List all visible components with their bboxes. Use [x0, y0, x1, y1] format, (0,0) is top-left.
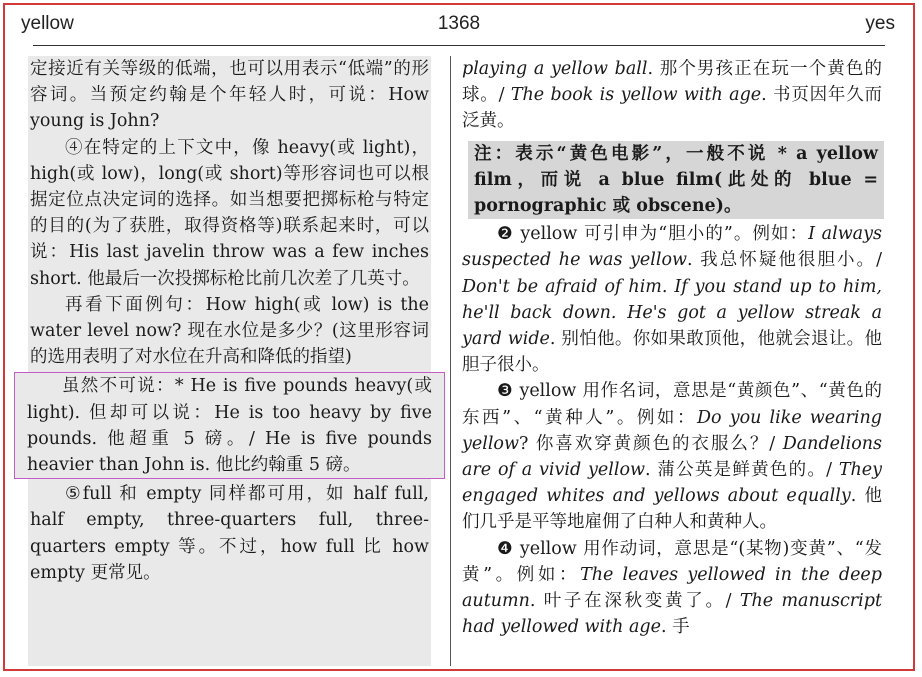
left-paragraph-4: 虽然不可说：* He is five pounds heavy(或 light). 但却可以说：He is too heavy by five pounds. 他超重 5 磅。/ He is five pounds heavier than John is. 他比约翰重 5 磅。 — [27, 376, 432, 476]
example-en: The book is yellow with age — [510, 85, 762, 106]
highlighted-example-box — [14, 372, 445, 479]
header-guide-word-left: yellow — [21, 13, 74, 34]
left-paragraph-3: 再看下面例句：How high(或 low) is the water level now? 现在水位是多少？(这里形容词的选用表明了对水位在升高和降低的指望) — [30, 294, 429, 368]
left-column — [28, 56, 431, 666]
left-paragraph-2: ④在特定的上下文中，像 heavy(或 light)，high(或 low)，long(或 short)等形容词也可以根据定位点决定词的选择。如当想要把掷标枪与特定的目的(为了获胜，取得资格等)联系起来时，可以说：His last javelin throw was a few inches short. 他最后一次投掷标枪比前几次差了几英寸。 — [30, 137, 429, 289]
right-column — [460, 56, 884, 666]
right-paragraph-4 — [460, 536, 884, 641]
header-rule — [33, 45, 885, 46]
sense-lead: ❹ yellow 用作动词，意思是“(某物)变黄”、“发黄”。例如： — [462, 538, 882, 585]
sense-lead: ❷ yellow 可引申为“胆小的”。例如： — [497, 224, 809, 245]
column-divider — [450, 56, 451, 666]
right-paragraph-2 — [460, 221, 884, 378]
example-cn: . 叶子在深秋变黄了。/ — [529, 591, 740, 612]
left-paragraph-5: ⑤full 和 empty 同样都可用，如 half full, half empty, three-quarters full, three-quarters empty 等。不过，how full 比 how empty 更常见。 — [30, 484, 429, 583]
example-en: Don't be afraid of him. If you stand up to him, he'll back down. He's got a yellow streak a yard wide — [462, 276, 882, 350]
usage-note-box — [468, 141, 884, 220]
right-paragraph-1 — [460, 56, 884, 135]
example-en: The manuscript had yellowed with age — [462, 591, 882, 638]
example-en: Dandelions are of a vivid yellow — [462, 433, 882, 481]
example-cn: . 我总怀疑他很胆小。/ — [687, 250, 882, 271]
page-number: 1368 — [437, 13, 481, 34]
example-en: The leaves yellowed in the deep autumn — [462, 564, 882, 612]
sense-lead: ❸ yellow 用作名词，意思是“黄颜色”、“黄色的东西”、“黄种人”。例如： — [462, 381, 882, 428]
example-cn: . 蒲公英是鲜黄色的。/ — [644, 460, 839, 481]
example-cn: ? 你喜欢穿黄颜色的衣服么？/ — [518, 433, 783, 454]
example-cn: . 那个男孩正在玩一个黄色的球。/ — [462, 59, 883, 106]
example-cn: . 别怕他。你如果敢顶他，他就会退让。他胆子很小。 — [462, 329, 882, 376]
right-paragraph-3 — [460, 378, 884, 535]
usage-note: 注：表示“黄色电影”，一般不说 * a yellow film，而说 a blue film(此处的 blue = pornographic 或 obscene)。 — [474, 143, 878, 217]
header-guide-word-right: yes — [865, 13, 895, 34]
example-en: Do you like wearing yellow — [462, 407, 882, 454]
example-en: playing a yellow ball — [462, 59, 648, 79]
example-cn: . 手 — [660, 617, 690, 638]
example-cn: . 他们几乎是平等地雇佣了白种人和黄种人。 — [462, 486, 882, 533]
example-en: I always suspected he was yellow — [462, 224, 882, 271]
left-paragraph-1: 定接近有关等级的低端，也可以用表示“低端”的形容词。当预定约翰是个年轻人时，可说：How young is John? — [30, 59, 429, 132]
example-cn: . 书页因年久而泛黄。 — [462, 85, 882, 132]
example-en: They engaged whites and yellows about equally — [462, 460, 882, 507]
page-header — [5, 5, 913, 45]
